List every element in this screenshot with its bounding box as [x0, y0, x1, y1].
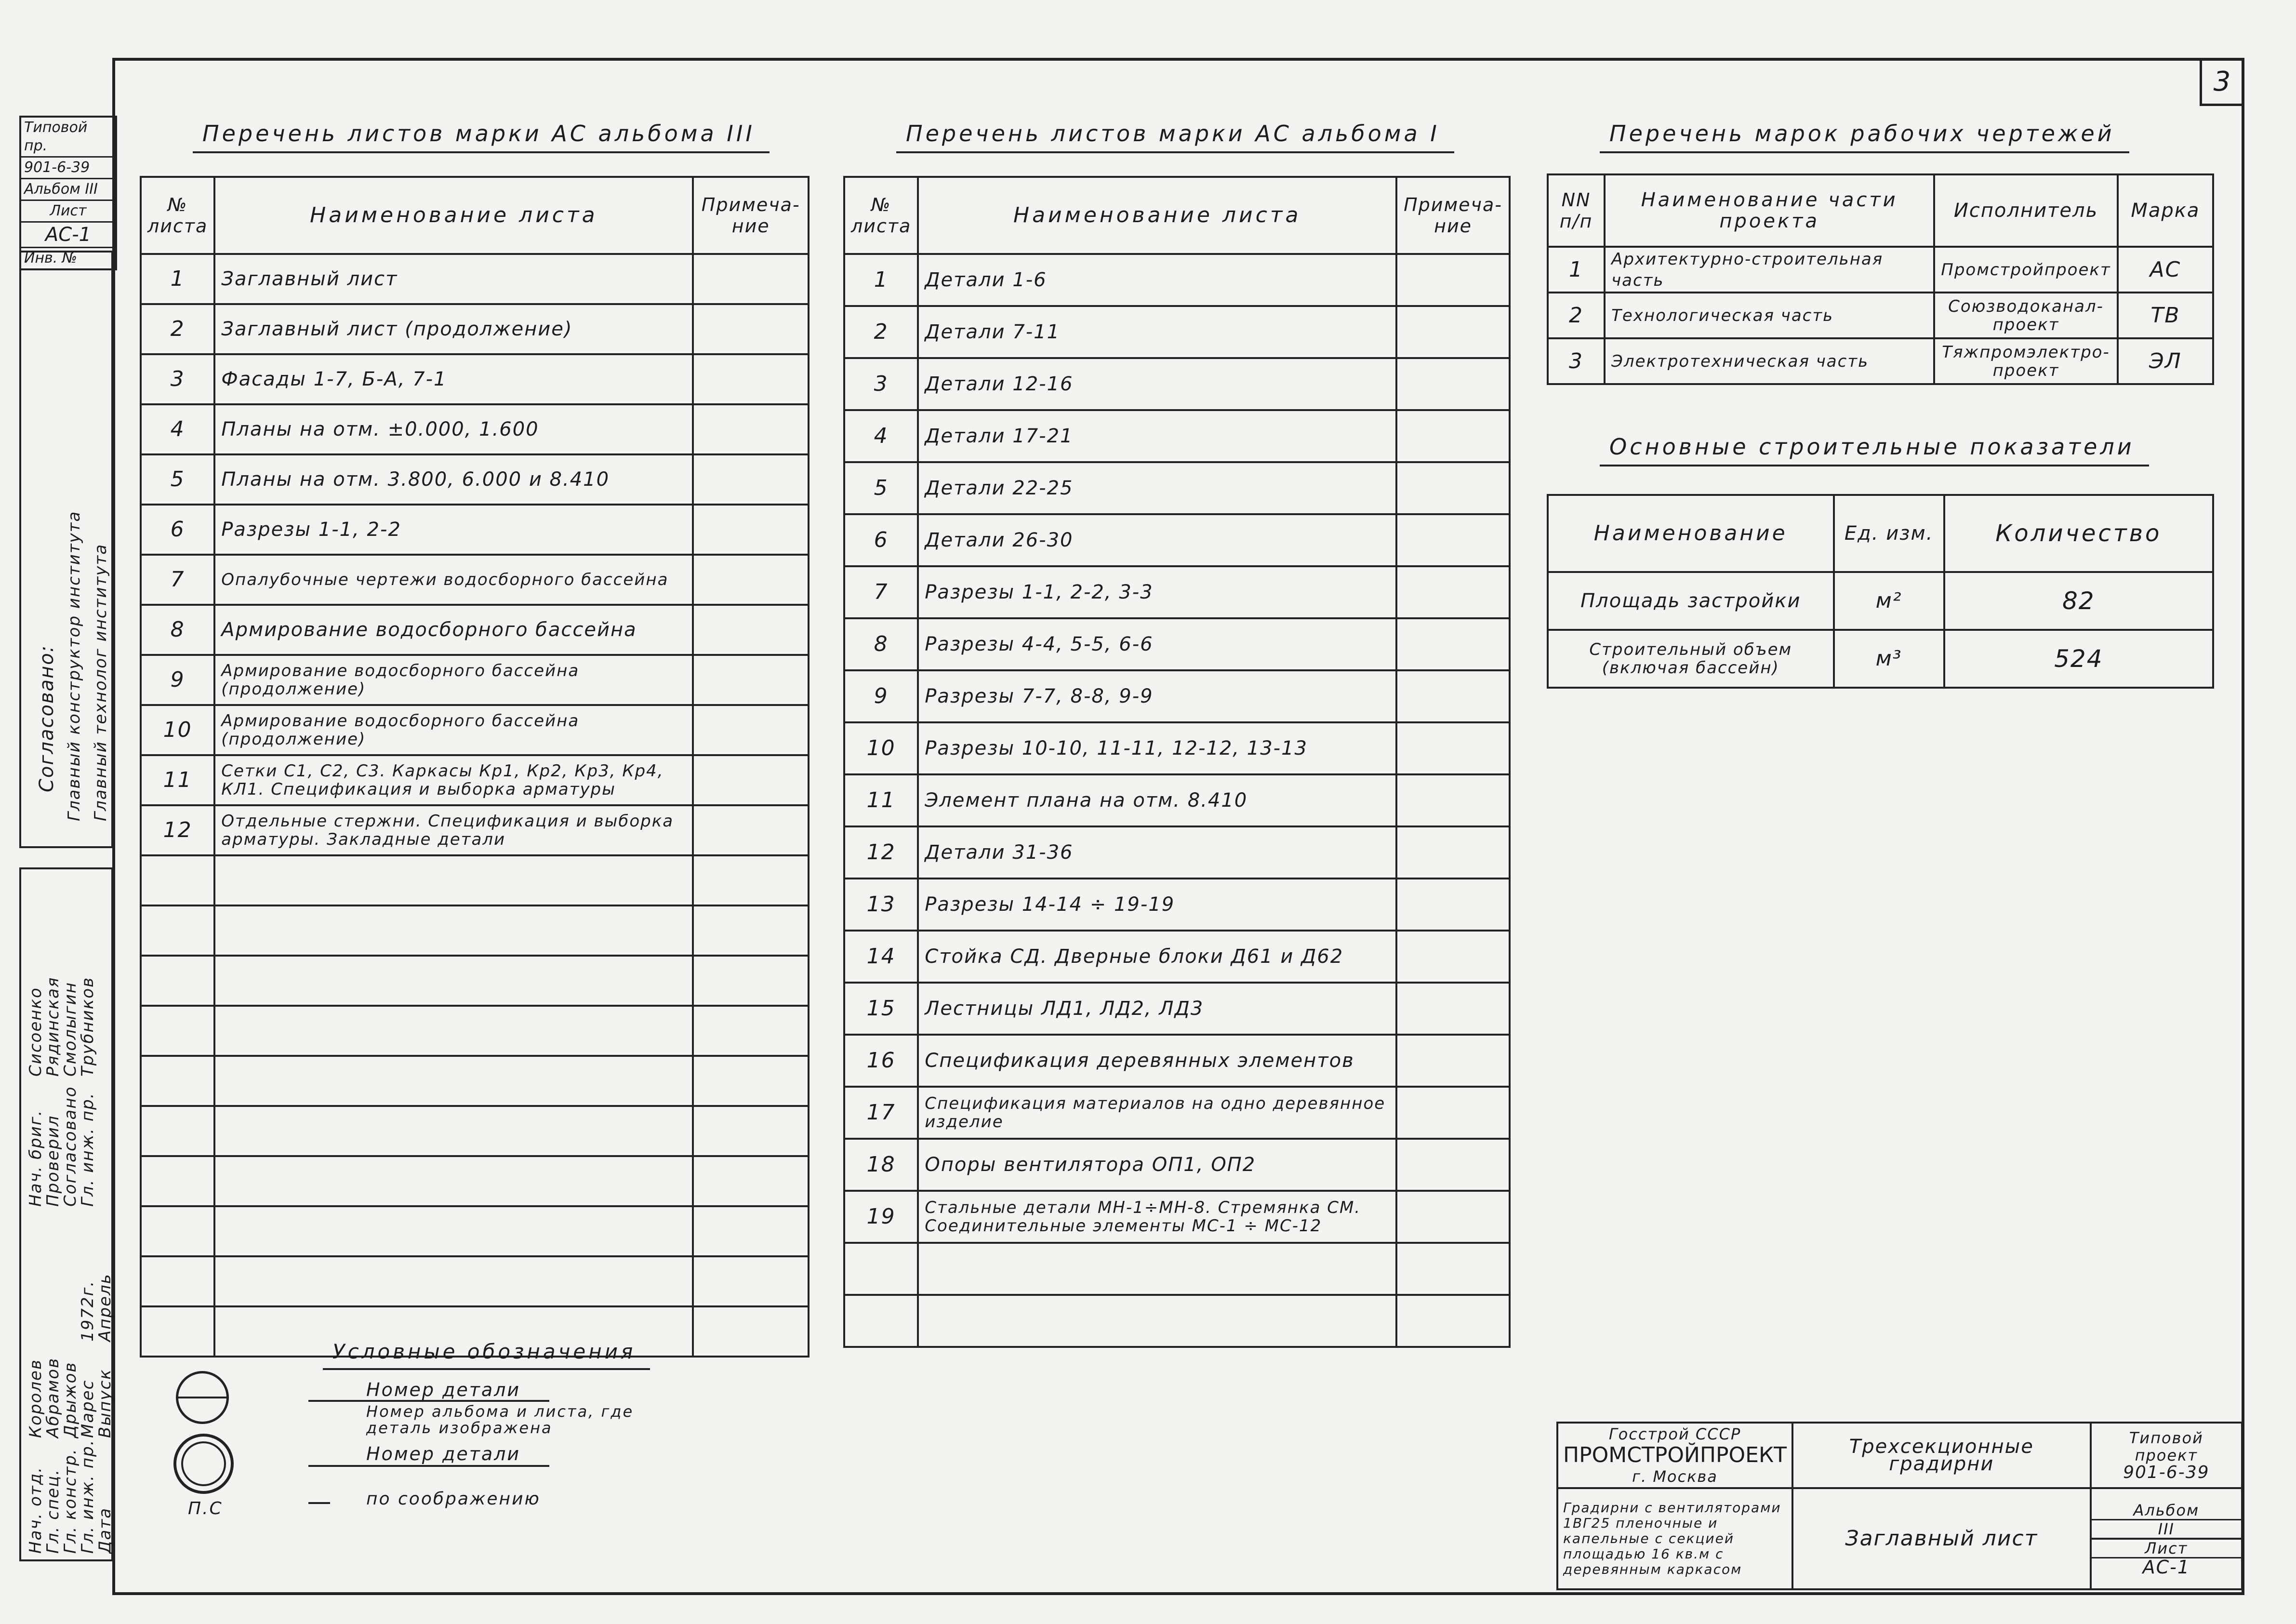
table-album3-row-num — [141, 956, 214, 1006]
table-album1-row-num: 3 — [844, 358, 918, 410]
indicators-title — [1609, 434, 2135, 460]
marks-row — [1548, 247, 2213, 293]
table-album1-row-name — [918, 1243, 1396, 1295]
album3-header-num: № листа — [141, 177, 214, 254]
sig-role-5: Дата — [95, 1507, 115, 1554]
sig-role-2: Гл. спец. — [43, 1468, 63, 1554]
table-album3-row — [141, 404, 809, 454]
table-album1-row — [844, 514, 1510, 566]
table-album1-row — [844, 254, 1510, 306]
tb-object: Трехсекционные градирни — [1792, 1423, 2091, 1488]
table-album1-row-num — [844, 1295, 918, 1347]
marks-title-text: Перечень марок рабочих чертежей — [1609, 120, 2115, 146]
table-album3-row-num: 8 — [141, 605, 214, 655]
legend-circle-double-icon — [173, 1434, 234, 1494]
sig-name-5: Выпуск — [95, 1369, 115, 1438]
marks-row — [1548, 293, 2213, 338]
table-album1-row-num: 6 — [844, 514, 918, 566]
table-album3-row-name — [214, 1006, 693, 1056]
table-album1-row-note — [1396, 358, 1510, 410]
legend-title — [332, 1340, 636, 1363]
table-album3-row-note — [693, 905, 809, 956]
table-album1-row-note — [1396, 879, 1510, 931]
table-album3-row — [141, 655, 809, 705]
table-album3-row-num — [141, 1306, 214, 1357]
sig-name-2: Абрамов — [43, 1357, 63, 1438]
table-album1-row-note — [1396, 1087, 1510, 1139]
table-album3-row-name: Сетки С1, С2, С3. Каркасы Кр1, Кр2, Кр3, Кр4, КЛ1. Спецификация и выборка арматуры — [214, 755, 693, 805]
sig-right-2: Проверил — [43, 1115, 63, 1207]
table-album1-row — [844, 722, 1510, 774]
table-album1-row-name: Разрезы 10-10, 11-11, 12-12, 13-13 — [918, 722, 1396, 774]
legend-leader-2 — [308, 1465, 549, 1467]
marks-header-mark: Марка — [2118, 174, 2213, 247]
sig-name-4: Марес — [78, 1379, 97, 1438]
indicators-row2-unit: м³ — [1834, 630, 1944, 688]
indicators-row2-qty: 524 — [1944, 630, 2213, 688]
table-album3-row-name — [214, 905, 693, 956]
table-album1-row-name: Детали 17-21 — [918, 410, 1396, 462]
sig-role-3: Гл. констр. — [61, 1448, 80, 1554]
table-album3-row-note — [693, 354, 809, 404]
approval-line2: Главный технолог института — [91, 543, 110, 821]
table-album3-row-name: Планы на отм. 3.800, 6.000 и 8.410 — [214, 454, 693, 505]
marks-row-num: 2 — [1548, 293, 1605, 338]
legend-item-4: по соображению — [366, 1489, 541, 1509]
legend-item-2: Номер альбома и листа, где деталь изображена — [366, 1402, 634, 1437]
indicators-header-unit: Ед. изм. — [1834, 495, 1944, 572]
table-album3-row — [141, 505, 809, 555]
table-album1-row-num: 10 — [844, 722, 918, 774]
marks-row-name: Электротехническая часть — [1605, 338, 1934, 384]
table-album3-row-num: 11 — [141, 755, 214, 805]
album3-title — [202, 120, 755, 146]
stamp-inv: Инв. № — [24, 250, 78, 266]
table-album1-row-num: 17 — [844, 1087, 918, 1139]
table-album1-row-name: Детали 26-30 — [918, 514, 1396, 566]
table-album3-row — [141, 1206, 809, 1256]
sig-name-3: Дрыжов — [61, 1361, 80, 1438]
table-album1-row-note — [1396, 826, 1510, 879]
table-album1-row — [844, 670, 1510, 722]
marks-row-mark: АС — [2118, 247, 2213, 293]
table-album1-row-num: 11 — [844, 774, 918, 826]
album3-header-name: Наименование листа — [214, 177, 693, 254]
table-album1-row-num: 2 — [844, 306, 918, 358]
tb-org — [1557, 1423, 1792, 1488]
table-album1-row-note — [1396, 774, 1510, 826]
sig-right-name-1: Сисоенко — [26, 987, 45, 1077]
tb-project: 901-6-39 — [2123, 1463, 2210, 1482]
table-album1-row-num: 15 — [844, 983, 918, 1035]
table-album1-row-note — [1396, 566, 1510, 618]
signature-table — [19, 867, 113, 1561]
table-album1-row-name: Разрезы 14-14 ÷ 19-19 — [918, 879, 1396, 931]
table-album3-row-note — [693, 1256, 809, 1306]
tb-desc: Градирни с вентиляторами 1ВГ25 пленочные и капельные с секцией площадью 16 кв.м с деревянным каркасом — [1557, 1488, 1792, 1589]
table-album3-row-note — [693, 454, 809, 505]
table-album3-row-num: 12 — [141, 805, 214, 855]
table-album1-row-num: 8 — [844, 618, 918, 670]
table-album1-row-name: Детали 22-25 — [918, 462, 1396, 514]
sheet-number: 3 — [2200, 58, 2244, 106]
table-album3-row-note — [693, 1156, 809, 1206]
table-album3-row-name: Разрезы 1-1, 2-2 — [214, 505, 693, 555]
marks-row-name: Технологическая часть — [1605, 293, 1934, 338]
indicators-row2-name: Строительный объем (включая бассейн) — [1548, 630, 1834, 688]
table-album1-row-name: Лестницы ЛД1, ЛД2, ЛД3 — [918, 983, 1396, 1035]
table-album1-row-num: 1 — [844, 254, 918, 306]
indicators-title-text: Основные строительные показатели — [1609, 434, 2135, 460]
table-album1-row-name: Разрезы 4-4, 5-5, 6-6 — [918, 618, 1396, 670]
table-album3-row-note — [693, 304, 809, 354]
table-album1-row-note — [1396, 983, 1510, 1035]
table-album1-row-name: Стальные детали МН-1÷МН-8. Стремянка СМ. Соединительные элементы МС-1 ÷ МС-12 — [918, 1191, 1396, 1243]
marks-row-num: 3 — [1548, 338, 1605, 384]
marks-row-exec: Промстройпроект — [1934, 247, 2117, 293]
legend-item-1: Номер детали — [366, 1379, 521, 1400]
table-album3-row-num: 9 — [141, 655, 214, 705]
album3-header-note: Примеча-ние — [693, 177, 809, 254]
table-album1-row-name: Разрезы 1-1, 2-2, 3-3 — [918, 566, 1396, 618]
table-album3-row-name — [214, 1206, 693, 1256]
tb-sheet-name: Заглавный лист — [1792, 1488, 2091, 1589]
sig-role-4: Гл. инж. пр. — [78, 1439, 97, 1554]
table-album1-row — [844, 1087, 1510, 1139]
table-album3-row-num — [141, 855, 214, 905]
table-album1-row — [844, 1035, 1510, 1087]
table-album3-row-note — [693, 555, 809, 605]
marks-header-name: Наименование части проекта — [1605, 174, 1934, 247]
table-album1-row-note — [1396, 1035, 1510, 1087]
legend-circle-label: П.С — [188, 1499, 223, 1518]
table-album3-row — [141, 254, 809, 304]
table-album1-row — [844, 306, 1510, 358]
table-album3-row-note — [693, 855, 809, 905]
tb-sheet: АС-1 — [2142, 1557, 2190, 1578]
marks-row-exec: Союзводоканал-проект — [1934, 293, 2117, 338]
table-album3-row-note — [693, 1056, 809, 1106]
table-album1-row — [844, 879, 1510, 931]
table-album3-row — [141, 905, 809, 956]
marks-row-exec: Тяжпромэлектро-проект — [1934, 338, 2117, 384]
table-album3-row-num: 4 — [141, 404, 214, 454]
sig-date: Апрель — [95, 1273, 115, 1342]
sig-right-name-3: Смолыгин — [61, 982, 80, 1077]
marks-title — [1609, 120, 2115, 146]
table-album1-row — [844, 931, 1510, 983]
table-album1-row-name: Спецификация деревянных элементов — [918, 1035, 1396, 1087]
sig-name-1: Королев — [26, 1358, 45, 1438]
table-album1-row-num: 18 — [844, 1139, 918, 1191]
table-album3-row-name — [214, 1106, 693, 1156]
approval-line1: Главный конструктор института — [65, 510, 84, 821]
table-album3-row-num — [141, 1156, 214, 1206]
marks-row-mark: ТВ — [2118, 293, 2213, 338]
tb-org2: ПРОМСТРОЙПРОЕКТ — [1563, 1443, 1787, 1467]
table-album1-row — [844, 826, 1510, 879]
table-album3-row-num: 5 — [141, 454, 214, 505]
sig-year: 1972г. — [78, 1280, 97, 1342]
album1-header-num: № листа — [844, 177, 918, 254]
album3-table — [140, 176, 810, 1358]
tb-project-label: Типовой проект — [2129, 1429, 2203, 1464]
tb-project-cell — [2091, 1423, 2242, 1488]
album1-header-note: Примеча-ние — [1396, 177, 1510, 254]
table-album3-row — [141, 1006, 809, 1056]
table-album1-row-note — [1396, 618, 1510, 670]
table-album3-row — [141, 956, 809, 1006]
stamp-sheet-label: Лист — [21, 201, 115, 223]
album1-title — [906, 120, 1440, 146]
table-album3-row-name: Отдельные стержни. Спецификация и выборка арматуры. Закладные детали — [214, 805, 693, 855]
table-album1-row-num: 12 — [844, 826, 918, 879]
table-album1-row-num: 13 — [844, 879, 918, 931]
table-album1-row-num: 4 — [844, 410, 918, 462]
table-album1-row-num: 16 — [844, 1035, 918, 1087]
table-album3-row-num: 1 — [141, 254, 214, 304]
tb-sheet-label: Лист — [2092, 1540, 2241, 1558]
stamp-album: Альбом III — [21, 179, 115, 201]
table-album1-row — [844, 462, 1510, 514]
table-album1-row-name: Детали 12-16 — [918, 358, 1396, 410]
table-album1-row — [844, 1191, 1510, 1243]
table-album3-row-name: Опалубочные чертежи водосборного бассейна — [214, 555, 693, 605]
tb-album: III — [2092, 1520, 2241, 1540]
album3-title-text: Перечень листов марки АС альбома III — [202, 120, 755, 146]
table-album1-row-note — [1396, 410, 1510, 462]
stamp-project-line2: 901-6-39 — [21, 158, 115, 179]
table-album1-row — [844, 566, 1510, 618]
table-album3-row-note — [693, 1306, 809, 1357]
marks-header-num: NN п/п — [1548, 174, 1605, 247]
marks-row-num: 1 — [1548, 247, 1605, 293]
table-album1-row-num — [844, 1243, 918, 1295]
sig-right-name-2: Рядинская — [43, 976, 63, 1077]
legend-title-text: Условные обозначения — [332, 1340, 636, 1363]
table-album3-row — [141, 605, 809, 655]
title-block — [1556, 1422, 2243, 1590]
indicators-table — [1547, 494, 2214, 689]
table-album1-row-name: Спецификация материалов на одно деревянное изделие — [918, 1087, 1396, 1139]
table-album3-row — [141, 454, 809, 505]
album1-table — [843, 176, 1511, 1348]
table-album1-row-name: Детали 31-36 — [918, 826, 1396, 879]
marks-row — [1548, 338, 2213, 384]
table-album1-row-num: 9 — [844, 670, 918, 722]
sig-right-name-4: Трубников — [78, 976, 97, 1077]
table-album3-row-name — [214, 956, 693, 1006]
album3-body — [141, 254, 809, 1357]
table-album3-row-note — [693, 1206, 809, 1256]
table-album3-row-num — [141, 1256, 214, 1306]
table-album3-row-note — [693, 505, 809, 555]
album1-header-name: Наименование листа — [918, 177, 1396, 254]
table-album3-row-num: 10 — [141, 705, 214, 755]
table-album3-row-num: 2 — [141, 304, 214, 354]
table-album3-row — [141, 755, 809, 805]
table-album1-row-note — [1396, 306, 1510, 358]
stamp-project-line1: Типовой пр. — [21, 118, 115, 158]
table-album3-row-note — [693, 655, 809, 705]
table-album1-row — [844, 983, 1510, 1035]
table-album3-row — [141, 1106, 809, 1156]
sig-right-4: Гл. инж. пр. — [78, 1092, 97, 1207]
approval-agreed: Согласовано: — [36, 644, 58, 792]
table-album3-row-num — [141, 1106, 214, 1156]
table-album3-row-name: Фасады 1-7, Б-А, 7-1 — [214, 354, 693, 404]
table-album3-row-note — [693, 1106, 809, 1156]
table-album3-row-name: Армирование водосборного бассейна (продолжение) — [214, 705, 693, 755]
table-album3-row-note — [693, 755, 809, 805]
tb-album-cell — [2091, 1488, 2242, 1589]
table-album1-row — [844, 1243, 1510, 1295]
table-album1-row-note — [1396, 1243, 1510, 1295]
table-album3-row-name: Армирование водосборного бассейна (продолжение) — [214, 655, 693, 705]
indicators-row1-unit: м² — [1834, 572, 1944, 630]
table-album3-row-note — [693, 605, 809, 655]
table-album1-row-num: 14 — [844, 931, 918, 983]
table-album1-row-note — [1396, 1139, 1510, 1191]
indicators-row1-qty: 82 — [1944, 572, 2213, 630]
table-album3-row-num: 6 — [141, 505, 214, 555]
table-album1-row-num: 5 — [844, 462, 918, 514]
table-album3-row-name — [214, 855, 693, 905]
table-album1-row-note — [1396, 722, 1510, 774]
table-album3-row-note — [693, 1006, 809, 1056]
marks-table — [1547, 173, 2214, 385]
table-album3-row-num: 3 — [141, 354, 214, 404]
indicators-row1-name: Площадь застройки — [1548, 572, 1834, 630]
table-album3-row — [141, 855, 809, 905]
legend-dash — [308, 1502, 330, 1504]
table-album3-row-name — [214, 1056, 693, 1106]
table-album3-row-name: Заглавный лист (продолжение) — [214, 304, 693, 354]
marks-header-exec: Исполнитель — [1934, 174, 2117, 247]
table-album1-row — [844, 1139, 1510, 1191]
table-album3-row-name — [214, 1156, 693, 1206]
table-album3-row-note — [693, 404, 809, 454]
table-album3-row-note — [693, 805, 809, 855]
album1-title-text: Перечень листов марки АС альбома I — [906, 120, 1440, 146]
table-album3-row-name: Армирование водосборного бассейна — [214, 605, 693, 655]
project-stamp — [19, 116, 117, 270]
table-album3-row-note — [693, 254, 809, 304]
table-album1-row-note — [1396, 462, 1510, 514]
tb-album-label: Альбом — [2092, 1502, 2241, 1520]
legend-circle-divided-icon — [176, 1371, 229, 1424]
table-album1-row-name: Разрезы 7-7, 8-8, 9-9 — [918, 670, 1396, 722]
table-album1-row-num: 19 — [844, 1191, 918, 1243]
table-album3-row — [141, 1156, 809, 1206]
table-album1-row — [844, 410, 1510, 462]
sig-right-1: Нач. бриг. — [26, 1109, 45, 1207]
table-album1-row-name: Опоры вентилятора ОП1, ОП2 — [918, 1139, 1396, 1191]
table-album3-row — [141, 304, 809, 354]
table-album3-row-num — [141, 1056, 214, 1106]
stamp-sheet: АС-1 — [21, 223, 115, 248]
indicators-header-name: Наименование — [1548, 495, 1834, 572]
table-album1-row-num: 7 — [844, 566, 918, 618]
table-album3-row-name: Заглавный лист — [214, 254, 693, 304]
tb-org3: г. Москва — [1632, 1467, 1718, 1486]
table-album1-row — [844, 618, 1510, 670]
marks-row-mark: ЭЛ — [2118, 338, 2213, 384]
table-album3-row — [141, 1256, 809, 1306]
tb-org1: Госстрой СССР — [1608, 1425, 1741, 1443]
table-album3-row — [141, 1056, 809, 1106]
table-album3-row-name — [214, 1256, 693, 1306]
table-album1-row — [844, 358, 1510, 410]
table-album1-row-name — [918, 1295, 1396, 1347]
table-album3-row — [141, 555, 809, 605]
table-album1-row-name: Стойка СД. Дверные блоки Д61 и Д62 — [918, 931, 1396, 983]
table-album3-row-num — [141, 905, 214, 956]
table-album3-row — [141, 354, 809, 404]
table-album1-row-note — [1396, 254, 1510, 306]
table-album3-row-num — [141, 1206, 214, 1256]
marks-body — [1548, 247, 2213, 384]
table-album3-row-note — [693, 705, 809, 755]
approval-block — [19, 251, 113, 848]
sig-right-3: Согласовано — [61, 1086, 80, 1207]
table-album1-row — [844, 774, 1510, 826]
table-album1-row-note — [1396, 1191, 1510, 1243]
table-album3-row-num — [141, 1006, 214, 1056]
table-album3-row-name: Планы на отм. ±0.000, 1.600 — [214, 404, 693, 454]
table-album3-row-note — [693, 956, 809, 1006]
table-album1-row-name: Элемент плана на отм. 8.410 — [918, 774, 1396, 826]
table-album1-row-note — [1396, 514, 1510, 566]
album1-body — [844, 254, 1510, 1347]
marks-row-name: Архитектурно-строительная часть — [1605, 247, 1934, 293]
table-album3-row — [141, 805, 809, 855]
table-album1-row-note — [1396, 1295, 1510, 1347]
table-album1-row-note — [1396, 670, 1510, 722]
table-album1-row-note — [1396, 931, 1510, 983]
table-album1-row — [844, 1295, 1510, 1347]
table-album1-row-name: Детали 1-6 — [918, 254, 1396, 306]
indicators-header-qty: Количество — [1944, 495, 2213, 572]
table-album1-row-name: Детали 7-11 — [918, 306, 1396, 358]
legend-item-3: Номер детали — [366, 1443, 521, 1464]
sig-role-1: Нач. отд. — [26, 1466, 45, 1554]
table-album3-row-num: 7 — [141, 555, 214, 605]
table-album3-row — [141, 705, 809, 755]
